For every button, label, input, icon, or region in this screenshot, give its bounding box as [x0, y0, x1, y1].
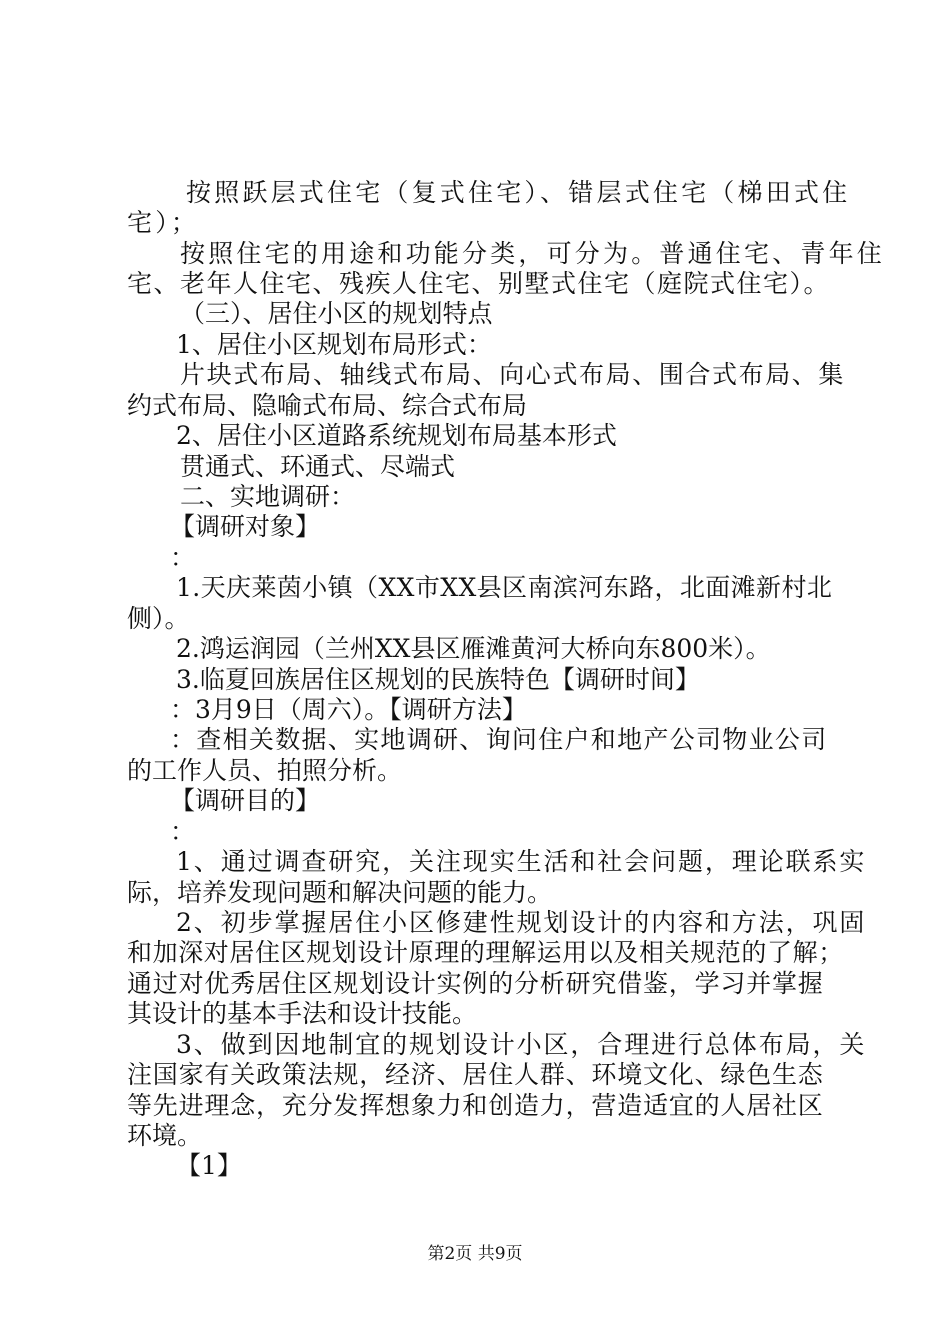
text-line: 宅、老年人住宅、残疾人住宅、别墅式住宅（庭院式住宅）。 — [127, 269, 831, 298]
text-line: 际，培养发现问题和解决问题的能力。 — [127, 878, 553, 907]
text-line: 宅）； — [127, 208, 200, 237]
text-line: ：3月9日（周六）。【调研方法】 — [170, 695, 527, 724]
text-line: 【调研对象】 — [170, 512, 321, 541]
text-line: 1、通过调查研究，关注现实生活和社会问题，理论联系实 — [176, 847, 867, 876]
text-line: ： — [170, 817, 196, 846]
text-line: 3、做到因地制宜的规划设计小区，合理进行总体布局，关 — [176, 1030, 867, 1059]
text-line: 贯通式、环通式、尽端式 — [180, 452, 456, 481]
text-line: 2.鸿运润园（兰州XX县区雁滩黄河大桥向东800米）。 — [176, 634, 771, 663]
section-heading: 二、实地调研： — [180, 482, 356, 511]
section-heading: （三）、居住小区的规划特点 — [180, 299, 493, 328]
text-line: 通过对优秀居住区规划设计实例的分析研究借鉴，学习并掌握 — [127, 969, 824, 998]
text-line: 其设计的基本手法和设计技能。 — [127, 999, 478, 1028]
page-footer: 第2页 共9页 — [427, 1244, 523, 1264]
text-line: 1.天庆莱茵小镇（XX市XX县区南滨河东路，北面滩新村北 — [176, 573, 833, 602]
text-line: 侧）。 — [127, 604, 190, 633]
text-line: 【调研目的】 — [170, 786, 321, 815]
text-line: 1、居住小区规划布局形式： — [176, 330, 492, 359]
text-line: 和加深对居住区规划设计原理的理解运用以及相关规范的了解； — [127, 938, 844, 967]
text-line: 按照跃层式住宅（复式住宅）、错层式住宅（梯田式住 — [186, 178, 851, 207]
text-line: 2、初步掌握居住小区修建性规划设计的内容和方法，巩固 — [176, 908, 867, 937]
text-line: 约式布局、隐喻式布局、综合式布局 — [127, 391, 528, 420]
text-line: 片块式布局、轴线式布局、向心式布局、围合式布局、集 — [180, 360, 846, 389]
text-line: 【1】 — [176, 1151, 242, 1180]
text-line: 注国家有关政策法规，经济、居住人群、环境文化、绿色生态 — [127, 1060, 824, 1089]
text-line: ： — [170, 543, 196, 572]
text-line: 环境。 — [127, 1121, 203, 1150]
text-line: 3.临夏回族居住区规划的民族特色【调研时间】 — [176, 665, 700, 694]
text-line: ：查相关数据、实地调研、询问住户和地产公司物业公司 — [170, 725, 828, 754]
text-line: 的工作人员、拍照分析。 — [127, 756, 403, 785]
text-line: 按照住宅的用途和功能分类，可分为。普通住宅、青年住 — [180, 239, 886, 268]
text-line: 等先进理念，充分发挥想象力和创造力，营造适宜的人居社区 — [127, 1091, 824, 1120]
text-line: 2、居住小区道路系统规划布局基本形式 — [176, 421, 617, 450]
